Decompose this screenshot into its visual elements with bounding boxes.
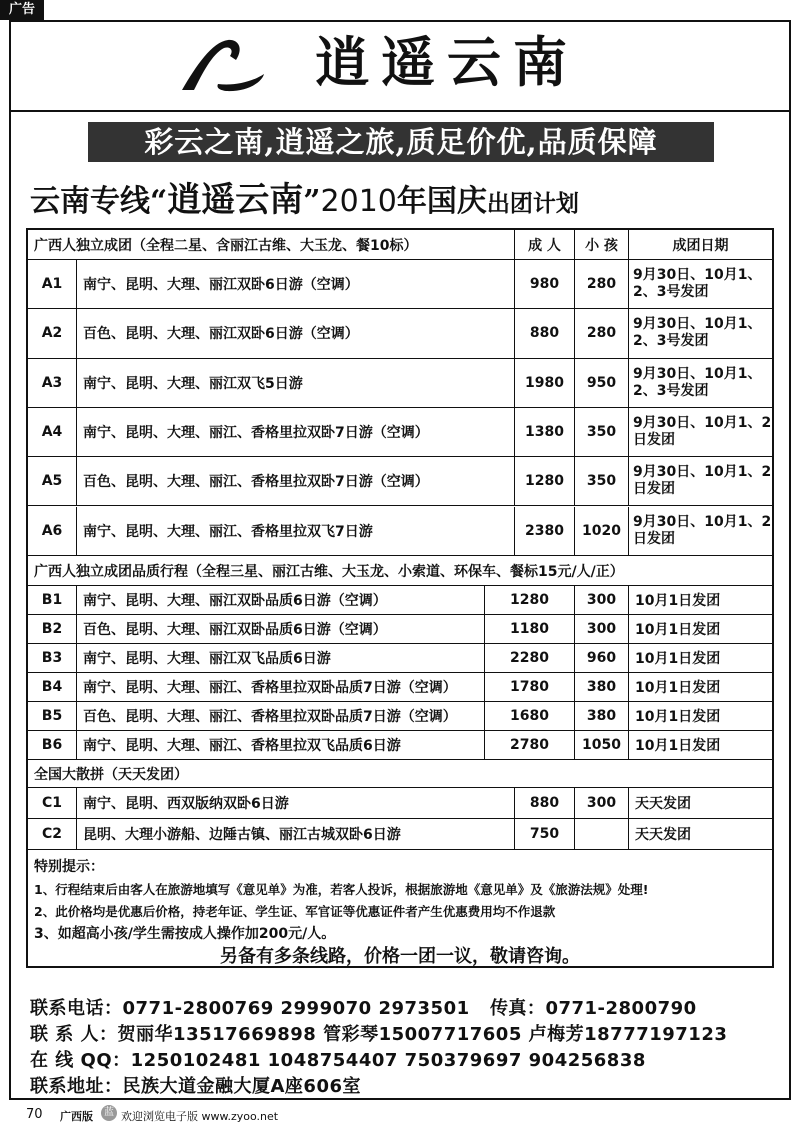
row-code: B2 bbox=[41, 621, 63, 637]
row-adult-price: 750 bbox=[514, 819, 574, 849]
row-code: B3 bbox=[41, 650, 63, 666]
table-row bbox=[28, 615, 772, 644]
row-departure-date: 9月30日、10月1、2日发团 bbox=[628, 507, 772, 555]
row-departure-date: 9月30日、10月1、2、3号发团 bbox=[628, 260, 772, 308]
row-departure-date: 10月1日发团 bbox=[628, 644, 772, 672]
special-notes bbox=[28, 850, 772, 966]
row-child-price: 1020 bbox=[574, 507, 628, 555]
website-link[interactable]: 欢迎浏览电子版 www.zyoo.net bbox=[121, 1110, 279, 1123]
table-row bbox=[28, 819, 772, 850]
qq-label: 在 线 QQ： bbox=[30, 1050, 131, 1071]
address-label: 联系地址： bbox=[30, 1076, 123, 1097]
row-adult-price: 980 bbox=[514, 260, 574, 308]
row-adult-price: 2280 bbox=[484, 644, 574, 672]
row-departure-date: 10月1日发团 bbox=[628, 586, 772, 614]
row-child-price: 350 bbox=[574, 457, 628, 505]
row-route: 南宁、昆明、大理、丽江双卧6日游（空调） bbox=[76, 260, 514, 308]
row-code: A4 bbox=[41, 424, 63, 441]
fax-number: 0771-2800790 bbox=[545, 998, 697, 1019]
notes-closing: 另备有多条线路，价格一团一议，敬请咨询。 bbox=[220, 946, 580, 967]
row-departure-date: 天天发团 bbox=[628, 788, 772, 818]
table-row bbox=[28, 260, 772, 309]
row-code: A6 bbox=[41, 522, 63, 539]
row-child-price: 960 bbox=[574, 644, 628, 672]
row-code: A3 bbox=[41, 374, 63, 391]
section-a-header: 广西人独立成团（全程二星、含丽江古维、大玉龙、餐10标） bbox=[34, 237, 418, 254]
row-route: 百色、昆明、大理、丽江双卧品质6日游（空调） bbox=[76, 615, 484, 643]
row-child-price: 1050 bbox=[574, 731, 628, 759]
slogan-banner: 彩云之南,逍遥之旅,质足价优,品质保障 bbox=[88, 122, 714, 162]
row-adult-price: 880 bbox=[514, 309, 574, 357]
row-route: 南宁、昆明、西双版纳双卧6日游 bbox=[76, 788, 514, 818]
row-adult-price: 880 bbox=[514, 788, 574, 818]
table-row bbox=[28, 673, 772, 702]
ad-tag: 广告 bbox=[0, 0, 44, 20]
headline-brand: 逍遥云南 bbox=[167, 180, 304, 220]
row-code: A1 bbox=[41, 276, 63, 293]
row-route: 南宁、昆明、大理、丽江双飞品质6日游 bbox=[76, 644, 484, 672]
table-row bbox=[28, 507, 772, 556]
row-adult-price: 2380 bbox=[514, 507, 574, 555]
address: 民族大道金融大厦A座606室 bbox=[122, 1076, 362, 1097]
row-child-price: 300 bbox=[574, 586, 628, 614]
row-departure-date: 10月1日发团 bbox=[628, 673, 772, 701]
notes-title: 特别提示： bbox=[34, 859, 104, 875]
row-child-price: 380 bbox=[574, 673, 628, 701]
row-child-price: 950 bbox=[574, 359, 628, 407]
headline-year: 2010 bbox=[320, 184, 397, 219]
row-code: B5 bbox=[41, 708, 63, 724]
page-number: 70 bbox=[26, 1107, 43, 1122]
row-adult-price: 1980 bbox=[514, 359, 574, 407]
row-child-price: 300 bbox=[574, 788, 628, 818]
row-adult-price: 1380 bbox=[514, 408, 574, 456]
table-row bbox=[28, 408, 772, 457]
row-code: B6 bbox=[41, 737, 63, 753]
row-code: C1 bbox=[41, 795, 62, 811]
page-footer bbox=[0, 1100, 800, 1126]
contact-address-line bbox=[30, 1072, 361, 1098]
row-adult-price: 1680 bbox=[484, 702, 574, 730]
contact-qq-line bbox=[30, 1046, 646, 1072]
row-adult-price: 2780 bbox=[484, 731, 574, 759]
row-child-price: 280 bbox=[574, 309, 628, 357]
section-b-header: 广西人独立成团品质行程（全程三星、丽江古维、大玉龙、小索道、环保车、餐标15元/人/正） bbox=[28, 556, 772, 586]
row-code: A5 bbox=[41, 473, 63, 490]
row-route: 百色、昆明、大理、丽江双卧6日游（空调） bbox=[76, 309, 514, 357]
headline-title-b: 出团计划 bbox=[486, 190, 579, 217]
row-adult-price: 1280 bbox=[514, 457, 574, 505]
table-row bbox=[28, 359, 772, 408]
row-departure-date: 9月30日、10月1、2、3号发团 bbox=[628, 359, 772, 407]
row-child-price: 380 bbox=[574, 702, 628, 730]
qq-list: 1250102481 1048754407 750379697 904256838 bbox=[130, 1050, 646, 1071]
row-route: 百色、昆明、大理、丽江、香格里拉双卧品质7日游（空调） bbox=[76, 702, 484, 730]
edition-badge-icon: 蓝 bbox=[101, 1105, 117, 1121]
fax-label: 传真： bbox=[489, 998, 546, 1019]
phone-numbers: 0771-2800769 2999070 2973501 bbox=[122, 998, 470, 1019]
row-child-price bbox=[574, 819, 628, 849]
row-code: B4 bbox=[41, 679, 63, 695]
row-child-price: 350 bbox=[574, 408, 628, 456]
row-departure-date: 10月1日发团 bbox=[628, 615, 772, 643]
contact-person-line bbox=[30, 1020, 727, 1046]
itinerary-table bbox=[26, 228, 774, 968]
row-child-price: 280 bbox=[574, 260, 628, 308]
headline-prefix: 云南专线“ bbox=[30, 184, 168, 219]
row-child-price: 300 bbox=[574, 615, 628, 643]
row-route: 南宁、昆明、大理、丽江、香格里拉双卧品质7日游（空调） bbox=[76, 673, 484, 701]
row-code: A2 bbox=[41, 325, 63, 342]
phone-label: 联系电话： bbox=[30, 998, 123, 1019]
row-departure-date: 10月1日发团 bbox=[628, 731, 772, 759]
row-route: 昆明、大理小游船、边陲古镇、丽江古城双卧6日游 bbox=[76, 819, 514, 849]
col-adult-header: 成 人 bbox=[514, 230, 574, 259]
headline-title-a: 年国庆 bbox=[396, 184, 487, 219]
note-item: 1、行程结束后由客人在旅游地填写《意见单》为准，若客人投诉，根据旅游地《意见单》及《旅游法规》处理! bbox=[34, 882, 649, 897]
col-date-header: 成团日期 bbox=[628, 230, 772, 259]
row-route: 百色、昆明、大理、丽江、香格里拉双卧7日游（空调） bbox=[76, 457, 514, 505]
row-departure-date: 9月30日、10月1、2日发团 bbox=[628, 457, 772, 505]
note-item: 3、如超高小孩/学生需按成人操作加200元/人。 bbox=[34, 926, 336, 942]
contact-phone-line bbox=[30, 994, 697, 1020]
section-c-header: 全国大散拼（天天发团） bbox=[28, 760, 772, 788]
row-route: 南宁、昆明、大理、丽江、香格里拉双飞品质6日游 bbox=[76, 731, 484, 759]
table-row bbox=[28, 457, 772, 506]
row-departure-date: 天天发团 bbox=[628, 819, 772, 849]
section-a-header-row bbox=[28, 230, 772, 260]
row-route: 南宁、昆明、大理、丽江双卧品质6日游（空调） bbox=[76, 586, 484, 614]
table-row bbox=[28, 731, 772, 760]
note-item: 2、此价格均是优惠后价格，持老年证、学生证、军官证等优惠证件者产生优惠费用均不作退款 bbox=[34, 904, 556, 919]
table-row bbox=[28, 788, 772, 819]
row-departure-date: 10月1日发团 bbox=[628, 702, 772, 730]
row-route: 南宁、昆明、大理、丽江、香格里拉双卧7日游（空调） bbox=[76, 408, 514, 456]
row-route: 南宁、昆明、大理、丽江、香格里拉双飞7日游 bbox=[76, 507, 514, 555]
row-adult-price: 1180 bbox=[484, 615, 574, 643]
row-code: B1 bbox=[41, 592, 63, 608]
row-departure-date: 9月30日、10月1、2日发团 bbox=[628, 408, 772, 456]
row-route: 南宁、昆明、大理、丽江双飞5日游 bbox=[76, 359, 514, 407]
person-label: 联 系 人： bbox=[30, 1024, 118, 1045]
person-list: 贺丽华13517669898 管彩琴15007717605 卢梅芳18777197123 bbox=[117, 1024, 728, 1045]
row-departure-date: 9月30日、10月1、2、3号发团 bbox=[628, 309, 772, 357]
row-code: C2 bbox=[41, 826, 62, 842]
table-row bbox=[28, 586, 772, 615]
row-adult-price: 1280 bbox=[484, 586, 574, 614]
headline-suffix: ” bbox=[303, 184, 321, 219]
brand-name: 逍遥云南 bbox=[315, 31, 579, 94]
col-child-header: 小 孩 bbox=[574, 230, 628, 259]
headline bbox=[30, 172, 790, 220]
table-row bbox=[28, 644, 772, 673]
table-row bbox=[28, 309, 772, 358]
edition-label: 广西版 bbox=[60, 1110, 93, 1123]
table-row bbox=[28, 702, 772, 731]
brand-logo-icon bbox=[178, 36, 268, 92]
row-adult-price: 1780 bbox=[484, 673, 574, 701]
